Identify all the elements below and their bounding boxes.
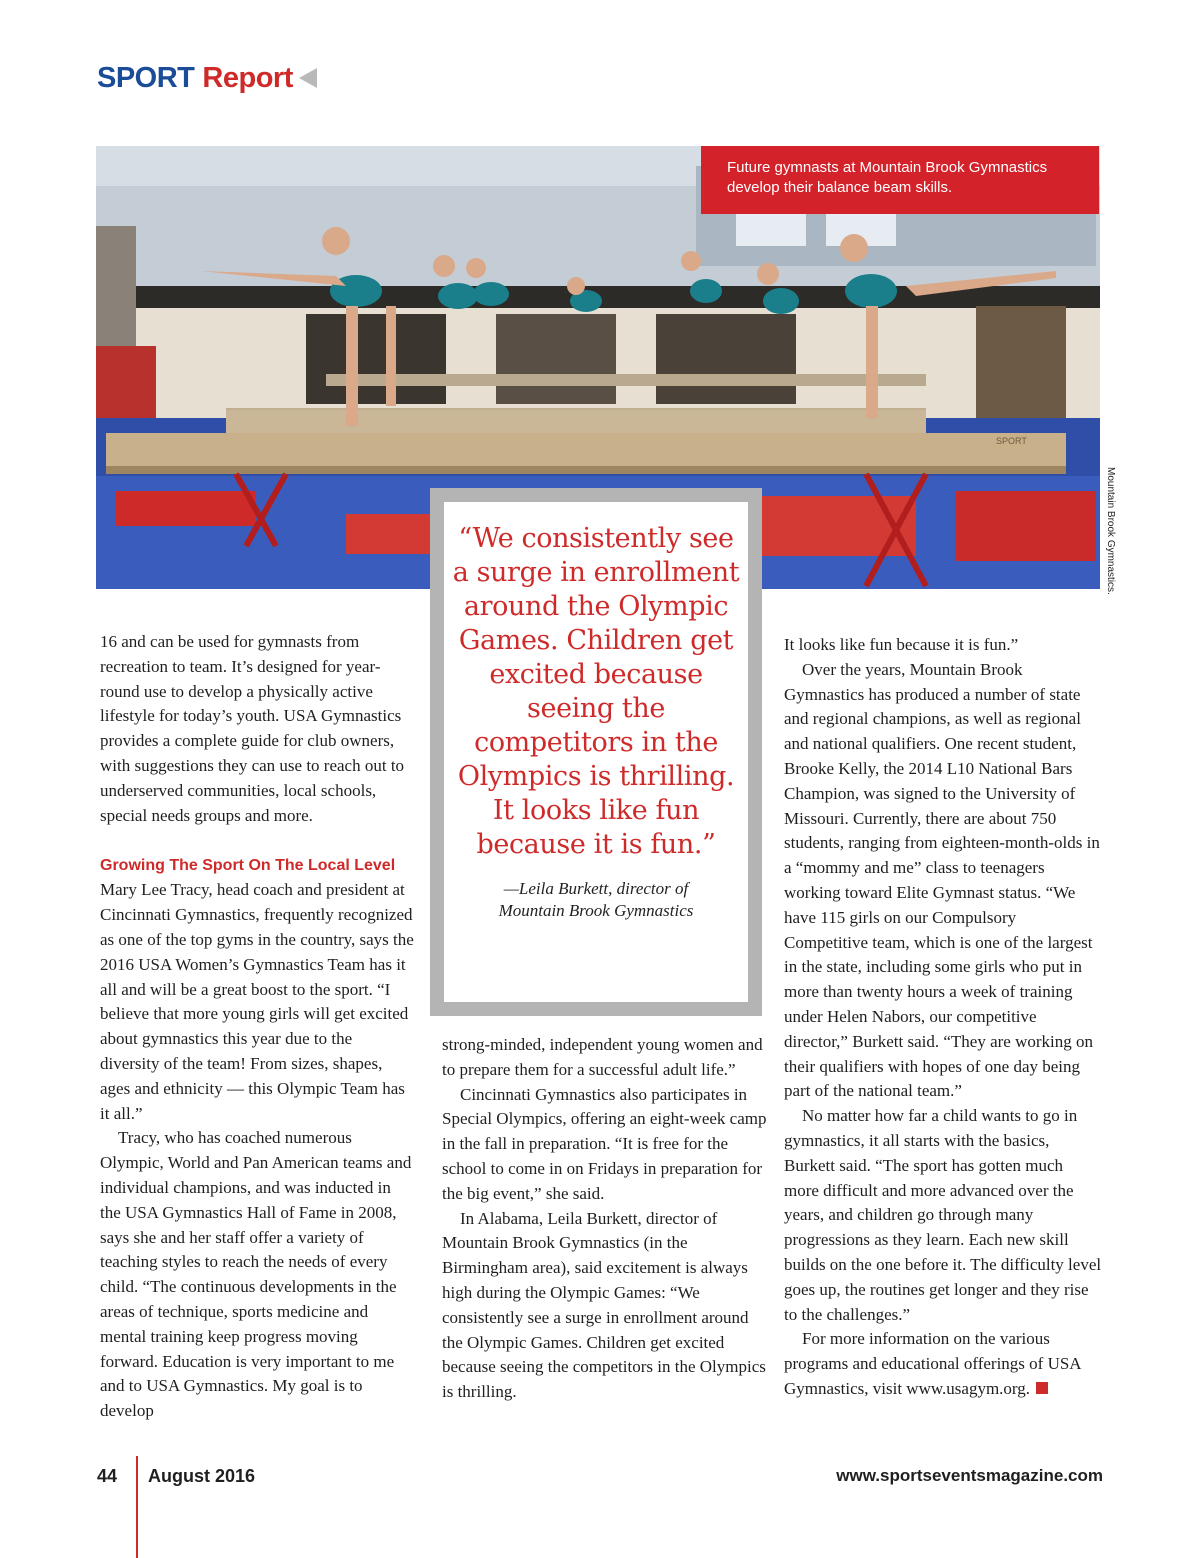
paragraph: strong-minded, independent young women and to prepare them for a successful adult life.” bbox=[442, 1035, 763, 1079]
section-title-report: Report bbox=[202, 61, 293, 94]
paragraph: In Alabama, Leila Burkett, director of Mountain Brook Gymnastics (in the Birmingham area), said excitement is always high during the Olympic Games: “We consistently see a surge in enrollment around the Olympic Games. Children get excited because seeing the competitors in the Olympics is thrilling. bbox=[442, 1208, 766, 1402]
article-column-3 bbox=[784, 633, 1102, 1402]
photo-credit-text: Mountain Brook Gymnastics. bbox=[1105, 467, 1116, 595]
paragraph: Tracy, who has coached numerous Olympic, World and Pan American teams and individual champions, and was inducted in the USA Gymnastics Hall of Fame in 2008, says she and her staff offer a variety of teaching styles to reach the needs of every child. “The continuous developments in the areas of technique, sports medicine and mental training keep progress moving forward. Education is very important to me and to USA Gymnastics. My goal is to develop bbox=[100, 1128, 412, 1421]
caption-line-2: develop their balance beam skills. bbox=[727, 179, 953, 196]
paragraph: Cincinnati Gymnastics also participates in Special Olympics, offering an eight-week camp in the fall in preparation. “It is free for the school to come in on Fridays in preparation for the big event,” she said. bbox=[442, 1084, 767, 1203]
pull-quote-inner bbox=[444, 502, 748, 1002]
section-header bbox=[97, 58, 317, 98]
photo-credit bbox=[1104, 467, 1116, 597]
page-number: 44 bbox=[97, 1466, 118, 1486]
paragraph: No matter how far a child wants to go in gymnastics, it all starts with the basics, Burkett said. “The sport has gotten much more difficult and more advanced over the years, and children go through many progressions as they learn. Each new skill builds on the one before it. The difficulty level goes up, the routines get longer and they rise to the challenges.” bbox=[784, 1106, 1102, 1324]
magazine-url[interactable]: www.sportseventsmagazine.com bbox=[836, 1466, 1103, 1485]
attribution-line-1: —Leila Burkett, director of bbox=[503, 879, 689, 898]
paragraph: Over the years, Mountain Brook Gymnastics has produced a number of state and regional champions, as well as regional and national qualifiers. One recent student, Brooke Kelly, the 2014 L10 National Bars Champion, was signed to the University of Missouri. Currently, there are about 750 students, ranging from eighteen-month-olds in a “mommy and me” class to teenagers working toward Elite Gymnast status. “We have 115 girls on our Compulsory Competitive team, which is one of the largest in the state, including some girls who put in more than twenty hours a week of training under Helen Nabors, our competitive director,” Burkett said. “They are working on their qualifiers with hopes of one day being part of the national team.” bbox=[784, 659, 1100, 1101]
footer-divider bbox=[136, 1456, 138, 1558]
end-mark-icon bbox=[1036, 1382, 1048, 1394]
paragraph-final bbox=[784, 1327, 1102, 1401]
section-title-sport: SPORT bbox=[97, 61, 195, 94]
paragraph: Mary Lee Tracy, head coach and president at Cincinnati Gymnastics, frequently recognized as one of the top gyms in the country, says the 2016 USA Women’s Gymnastics Team has it all and will be a great boost to the sport. “I believe that more young girls will get excited about gymnastics this year due to the diversity of the team! From sizes, shapes, ages and ethnicity — this Olympic Team has it all.” bbox=[100, 880, 414, 1123]
subheading: Growing The Sport On The Local Level bbox=[100, 857, 396, 875]
photo-caption bbox=[701, 146, 1099, 214]
attribution-line-2: Mountain Brook Gymnastics bbox=[498, 901, 694, 920]
article-column-2 bbox=[442, 1033, 767, 1405]
paragraph: 16 and can be used for gymnasts from recreation to team. It’s designed for year-round use to develop a physically active lifestyle for today’s youth. USA Gymnastics provides a complete guide for club owners, with suggestions they can use to reach out to underserved communities, local schools, special needs groups and more. bbox=[100, 632, 405, 825]
caption-line-1: Future gymnasts at Mountain Brook Gymnastics bbox=[727, 159, 1048, 176]
pull-quote-text: “We consistently see a surge in enrollment around the Olympic Games. Children get excited because seeing the competitors in the Olympics is thrilling. It looks like fun because it is fun.” bbox=[452, 523, 740, 860]
pull-quote-attribution bbox=[452, 878, 740, 922]
paragraph: It looks like fun because it is fun.” bbox=[784, 635, 1019, 654]
article-column-1 bbox=[100, 630, 415, 1424]
paragraph-final-text: For more information on the various programs and educational offerings of USA Gymnastics, visit www.usagym.org. bbox=[784, 1329, 1081, 1398]
pull-quote bbox=[430, 488, 762, 1016]
issue-date: August 2016 bbox=[148, 1466, 256, 1486]
left-triangle-icon bbox=[299, 68, 317, 88]
beam-brand-label: SPORT bbox=[996, 436, 1027, 446]
